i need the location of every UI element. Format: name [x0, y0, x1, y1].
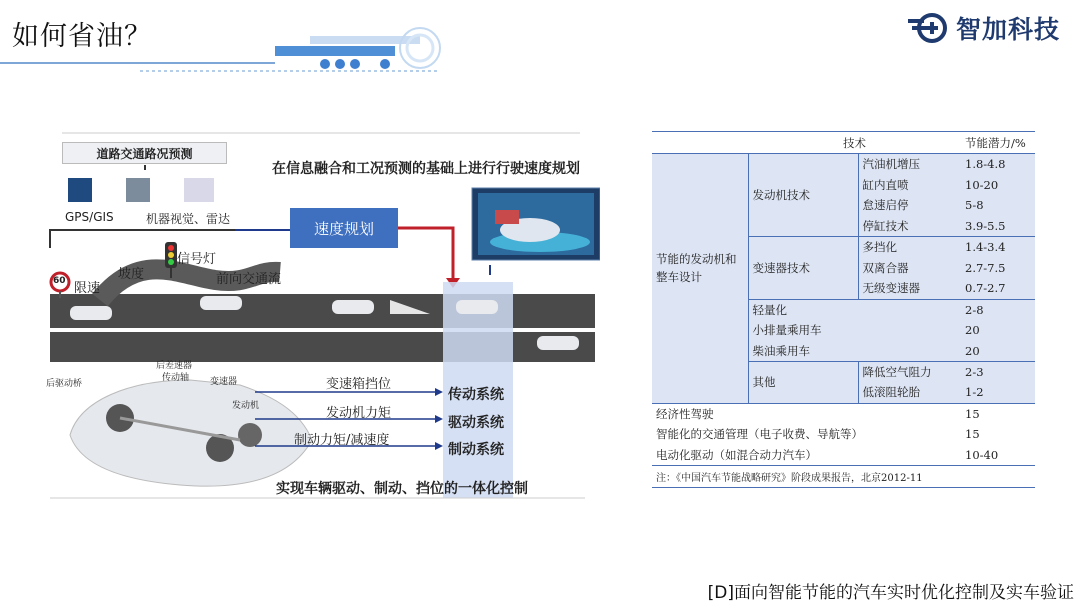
- row-name: 停缸技术: [858, 216, 961, 237]
- driving-control-diagram: [40, 130, 600, 500]
- row-value: 1.8-4.8: [961, 154, 1035, 175]
- vision-radar-label: 机器视觉、雷达: [146, 212, 231, 226]
- energy-saving-table: [652, 131, 1035, 503]
- row-name: 缸内直喷: [858, 174, 961, 195]
- row-name: 降低空气阻力: [858, 361, 961, 382]
- row-name: 汽油机增压: [858, 154, 961, 175]
- row-name: 电动化驱动（如混合动力汽车）: [656, 447, 817, 462]
- header-potential: 节能潜力/%: [961, 132, 1035, 154]
- table-row: [652, 445, 1035, 466]
- row-name: 双离合器: [858, 257, 961, 278]
- speed-planning-box: 速度规划: [290, 208, 398, 248]
- row-value: 2-3: [961, 361, 1035, 382]
- page-title: 如何省油？: [12, 21, 152, 52]
- row-value: 20: [961, 341, 1035, 362]
- header-tech: 技术: [748, 132, 961, 154]
- transmission-system-label: 传动系统: [448, 387, 504, 403]
- row-value: 15: [961, 403, 1035, 424]
- row-name: 多挡化: [858, 237, 961, 258]
- gear-signal-label: 变速箱挡位: [326, 377, 392, 392]
- row-name: 经济性驾驶: [652, 403, 961, 424]
- table-row: [652, 403, 1035, 424]
- traffic-light-label: 信号灯: [177, 252, 217, 267]
- row-value: 3.9-5.5: [961, 216, 1035, 237]
- group-other-cell: 其他: [748, 361, 858, 403]
- transmission-label: 变速器: [210, 377, 238, 387]
- row-name: 小排量乘用车: [748, 320, 961, 341]
- integrated-control-caption: 实现车辆驱动、制动、挡位的一体化控制: [276, 481, 528, 497]
- front-traffic-label: 前向交通流: [216, 272, 282, 287]
- row-name: 柴油乘用车: [748, 341, 961, 362]
- group-trans-cell: 变速器技术: [748, 237, 858, 299]
- row-name: 怠速启停: [858, 195, 961, 216]
- row-name: 轻量化: [748, 299, 961, 320]
- row-value: 2-8: [961, 299, 1035, 320]
- speed-planning-caption: 在信息融合和工况预测的基础上进行行驶速度规划: [272, 161, 580, 177]
- drive-shaft-label: 传动轴: [162, 373, 190, 383]
- row-value: 5-8: [961, 195, 1035, 216]
- table-note-row: [652, 465, 1035, 487]
- header-decoration: [0, 0, 460, 80]
- group-main-cell: 节能的发动机和整车设计: [652, 154, 748, 383]
- brake-torque-label: 制动力矩/减速度: [294, 433, 390, 448]
- row-name: 无级变速器: [858, 278, 961, 299]
- road-traffic-prediction-label: 道路交通路况预测: [62, 142, 227, 164]
- table-row: [652, 424, 1035, 445]
- row-value: 10-40: [965, 447, 999, 462]
- row-value: 1-2: [961, 382, 1035, 403]
- speed-limit-label: 限速: [74, 281, 101, 296]
- row-value: 0.7-2.7: [961, 278, 1035, 299]
- brake-system-label: 制动系统: [448, 442, 504, 458]
- engine-torque-label: 发动机力矩: [326, 406, 392, 421]
- row-value: 2.7-7.5: [961, 257, 1035, 278]
- slope-label: 坡度: [118, 267, 145, 282]
- row-value: 15: [965, 427, 980, 442]
- table-header-row: [652, 132, 1035, 154]
- row-value: 20: [961, 320, 1035, 341]
- speed-limit-sign: 60: [53, 276, 66, 286]
- citation-footer: [D]面向智能节能的汽车实时优化控制及实车验证: [707, 583, 1074, 603]
- row-name: 低滚阻轮胎: [858, 382, 961, 403]
- gps-label: GPS/GIS: [65, 210, 114, 224]
- engine-label: 发动机: [232, 401, 260, 411]
- row-value: 1.4-3.4: [961, 237, 1035, 258]
- row-value: 10-20: [961, 174, 1035, 195]
- drive-system-label: 驱动系统: [448, 415, 504, 431]
- table-row: [652, 154, 1035, 175]
- brand-name: 智加科技: [956, 15, 1061, 44]
- row-name: 智能化的交通管理（电子收费、导航等）: [656, 427, 863, 442]
- brand-logo: [906, 8, 1076, 48]
- logo-icon: [906, 11, 950, 45]
- rear-axle-label: 后驱动桥: [46, 379, 83, 389]
- rear-diff-label: 后差速器: [156, 361, 193, 371]
- table-note: 注：《中国汽车节能战略研究》阶段成果报告，北京2012-11: [652, 465, 1035, 487]
- group-engine-cell: 发动机技术: [748, 154, 858, 237]
